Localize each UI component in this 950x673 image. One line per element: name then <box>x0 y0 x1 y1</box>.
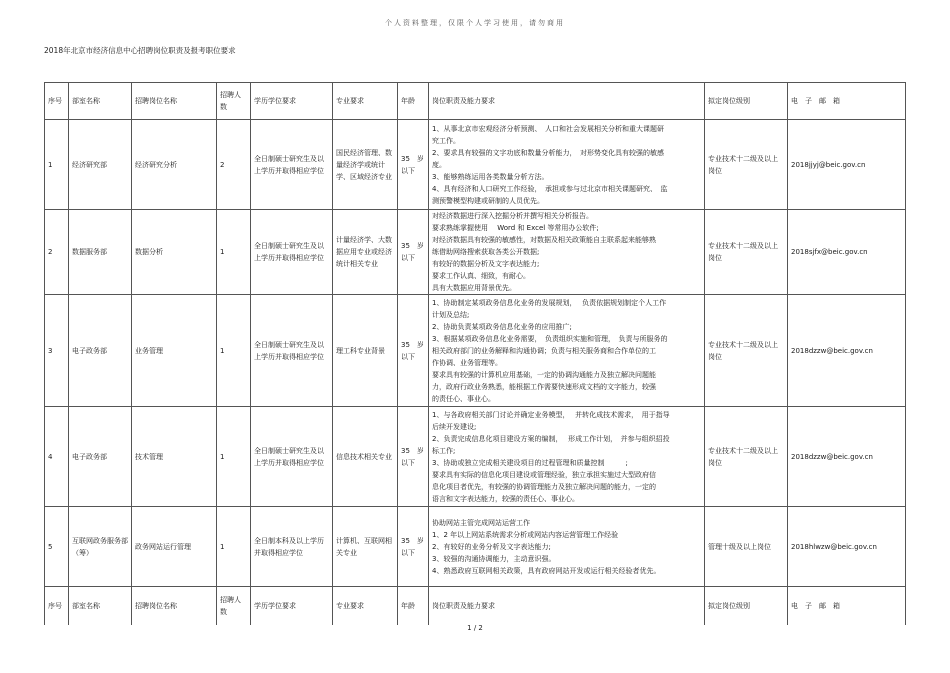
cell-level: 专业技术十二级及以上岗位 <box>705 210 788 295</box>
cell-age: 35 岁以下 <box>398 507 429 587</box>
cell-seq: 2 <box>45 210 69 295</box>
cell-education: 全日制硕士研究生及以上学历并取得相应学位 <box>251 210 333 295</box>
duty-line: 力，政府行政业务熟悉，能根据工作需要快速形成文档的文字能力，较强 <box>432 382 656 391</box>
footer-header-major: 专业要求 <box>333 587 398 626</box>
duty-line: 1、与各政府相关部门讨论并确定业务模型， 并转化成技术需求， 用于指导 <box>432 410 670 419</box>
header-email: 电 子 邮 箱 <box>788 83 906 120</box>
duty-line: 1、协助制定某项政务信息化业务的发展规划， 负责依据规划制定个人工作 <box>432 298 667 307</box>
duty-line: 相关政府部门的业务解释和沟通协调；负责与相关服务商和合作单位的工 <box>432 346 656 355</box>
cell-email[interactable]: 2018jjyj@beic.gov.cn <box>788 120 906 210</box>
header-position: 招聘岗位名称 <box>132 83 217 120</box>
duty-line: 3、能够熟练运用各类数量分析方法。 <box>432 172 549 181</box>
duty-line: 对经济数据具有较强的敏感性，对数据及相关政策能自主联系起来能够熟 <box>432 236 656 244</box>
cell-dept: 数据服务部 <box>69 210 132 295</box>
cell-seq: 5 <box>45 507 69 587</box>
footer-header-email: 电 子 邮 箱 <box>788 587 906 626</box>
cell-dept: 互联网政务服务部（筹） <box>69 507 132 587</box>
duty-line: 作协调、业务管理等。 <box>432 358 502 367</box>
cell-duties <box>429 210 705 295</box>
cell-count: 1 <box>217 407 251 507</box>
duty-line: 对经济数据进行深入挖掘分析并撰写相关分析报告。 <box>432 212 593 220</box>
cell-email[interactable]: 2018dzzw@beic.gov.cn <box>788 295 906 407</box>
header-seq: 序号 <box>45 83 69 120</box>
duty-line: 3、较强的沟通协调能力，主动意识强。 <box>432 554 556 563</box>
table-row <box>45 507 906 587</box>
footer-header-seq: 序号 <box>45 587 69 626</box>
duty-line: 2、协助负责某项政务信息化业务的应用推广; <box>432 322 572 331</box>
duty-line: 度。 <box>432 160 446 169</box>
cell-position: 政务网站运行管理 <box>132 507 217 587</box>
cell-count: 1 <box>217 210 251 295</box>
page-number: 1 / 2 <box>467 624 483 632</box>
duty-line: 4、熟悉政府互联网相关政策，具有政府网站开发或运行相关经验者优先。 <box>432 566 661 575</box>
cell-education: 全日制硕士研究生及以上学历并取得相应学位 <box>251 120 333 210</box>
footer-header-education: 学历学位要求 <box>251 587 333 626</box>
cell-level: 专业技术十二级及以上岗位 <box>705 407 788 507</box>
duty-line: 3、协助或独立完成相关建设项目的过程管理和质量控制 ; <box>432 458 628 467</box>
header-dept: 部室名称 <box>69 83 132 120</box>
footer-header-level: 拟定岗位级别 <box>705 587 788 626</box>
header-duties: 岗位职责及能力要求 <box>429 83 705 120</box>
header-age: 年龄 <box>398 83 429 120</box>
footer-header-duties: 岗位职责及能力要求 <box>429 587 705 626</box>
duty-line: 1、从事北京市宏观经济分析预测、 人口和社会发展相关分析和重大课题研 <box>432 124 664 133</box>
cell-education: 全日制硕士研究生及以上学历并取得相应学位 <box>251 407 333 507</box>
document-title: 2018年北京市经济信息中心招聘岗位职责及报考职位要求 <box>44 46 236 55</box>
duty-line: 要求工作认真、细致，有耐心。 <box>432 272 530 280</box>
duty-line: 标工作; <box>432 446 456 455</box>
duty-line: 有较好的数据分析及文字表达能力; <box>432 260 540 268</box>
cell-age: 35 岁以下 <box>398 210 429 295</box>
footer-header-age: 年龄 <box>398 587 429 626</box>
header-level: 拟定岗位级别 <box>705 83 788 120</box>
cell-email[interactable]: 2018hlwzw@beic.gov.cn <box>788 507 906 587</box>
cell-duties <box>429 295 705 407</box>
duty-line: 究工作。 <box>432 136 460 145</box>
cell-seq: 3 <box>45 295 69 407</box>
cell-position: 数据分析 <box>132 210 217 295</box>
cell-major: 国民经济管理、数量经济学或统计学、区域经济专业 <box>333 120 398 210</box>
duty-line: 2、有较好的业务分析及文字表达能力; <box>432 542 551 551</box>
duty-line: 具有大数据应用背景优先。 <box>432 284 516 292</box>
cell-education: 全日制硕士研究生及以上学历并取得相应学位 <box>251 295 333 407</box>
duty-line: 要求熟练掌握使用 Word 和 Excel 等常用办公软件; <box>432 224 599 232</box>
duty-line: 1、2 年以上网站系统需求分析或网站内容运营管理工作经验 <box>432 530 619 539</box>
cell-major: 理工科专业背景 <box>333 295 398 407</box>
cell-seq: 4 <box>45 407 69 507</box>
footer-header-count: 招聘人数 <box>217 587 251 626</box>
duty-line: 要求具有实际的信息化项目建设或管理经验，独立承担实施过大型政府信 <box>432 470 656 479</box>
cell-duties <box>429 507 705 587</box>
duty-line: 语言和文字表达能力，较强的责任心、事业心。 <box>432 494 579 503</box>
cell-dept: 经济研究部 <box>69 120 132 210</box>
duty-line: 协助网站主管完成网站运营工作 <box>432 518 530 527</box>
cell-dept: 电子政务部 <box>69 407 132 507</box>
table-row <box>45 210 906 295</box>
duty-line: 后续开发建设; <box>432 422 477 431</box>
cell-count: 1 <box>217 507 251 587</box>
duty-line: 2、负责完成信息化项目建设方案的编制， 形成工作计划， 并参与组织招投 <box>432 434 670 443</box>
duty-line: 的责任心、事业心。 <box>432 394 495 403</box>
cell-age: 35 岁以下 <box>398 295 429 407</box>
cell-seq: 1 <box>45 120 69 210</box>
cell-major: 计量经济学、大数据应用专业或经济统计相关专业 <box>333 210 398 295</box>
table-row <box>45 295 906 407</box>
cell-education: 全日制本科及以上学历并取得相应学位 <box>251 507 333 587</box>
header-major: 专业要求 <box>333 83 398 120</box>
cell-level: 专业技术十二级及以上岗位 <box>705 120 788 210</box>
duty-line: 要求具有较强的计算机应用基础，一定的协调沟通能力及独立解决问题能 <box>432 370 656 379</box>
footer-header-dept: 部室名称 <box>69 587 132 626</box>
cell-age: 35 岁以下 <box>398 120 429 210</box>
duty-line: 4、具有经济和人口研究工作经验， 承担或参与过北京市相关课题研究、 监 <box>432 184 668 193</box>
cell-major: 信息技术相关专业 <box>333 407 398 507</box>
cell-email[interactable]: 2018sjfx@beic.gov.cn <box>788 210 906 295</box>
cell-count: 2 <box>217 120 251 210</box>
table-header-row <box>45 83 906 120</box>
header-education: 学历学位要求 <box>251 83 333 120</box>
cell-level: 专业技术十二级及以上岗位 <box>705 295 788 407</box>
table-row <box>45 120 906 210</box>
watermark-text: 个人资料整理，仅限个人学习使用，请勿商用 <box>385 19 565 27</box>
table-row <box>45 407 906 507</box>
cell-count: 1 <box>217 295 251 407</box>
cell-dept: 电子政务部 <box>69 295 132 407</box>
cell-duties <box>429 120 705 210</box>
cell-age: 35 岁以下 <box>398 407 429 507</box>
duty-line: 息化项目者优先，有较强的协调管理能力及独立解决问题的能力，一定的 <box>432 482 656 491</box>
cell-major: 计算机、互联网相关专业 <box>333 507 398 587</box>
table-footer-header-row <box>45 587 906 626</box>
duty-line: 2、要求具有较强的文字功底和数量分析能力， 对形势变化具有较强的敏感 <box>432 148 664 157</box>
cell-position: 技术管理 <box>132 407 217 507</box>
header-count: 招聘人数 <box>217 83 251 120</box>
cell-position: 业务管理 <box>132 295 217 407</box>
cell-level: 管理十级及以上岗位 <box>705 507 788 587</box>
duty-line: 测预警模型构建或研制的人员优先。 <box>432 196 544 205</box>
positions-table <box>44 82 906 625</box>
cell-email[interactable]: 2018dzzw@beic.gov.cn <box>788 407 906 507</box>
cell-duties <box>429 407 705 507</box>
cell-position: 经济研究分析 <box>132 120 217 210</box>
duty-line: 练借助网络搜索获取各类公开数据; <box>432 248 540 256</box>
duty-line: 计划及总结; <box>432 310 470 319</box>
duty-line: 3、根据某项政务信息化业务需要， 负责组织实施和管理， 负责与所服务的 <box>432 334 668 343</box>
footer-header-position: 招聘岗位名称 <box>132 587 217 626</box>
